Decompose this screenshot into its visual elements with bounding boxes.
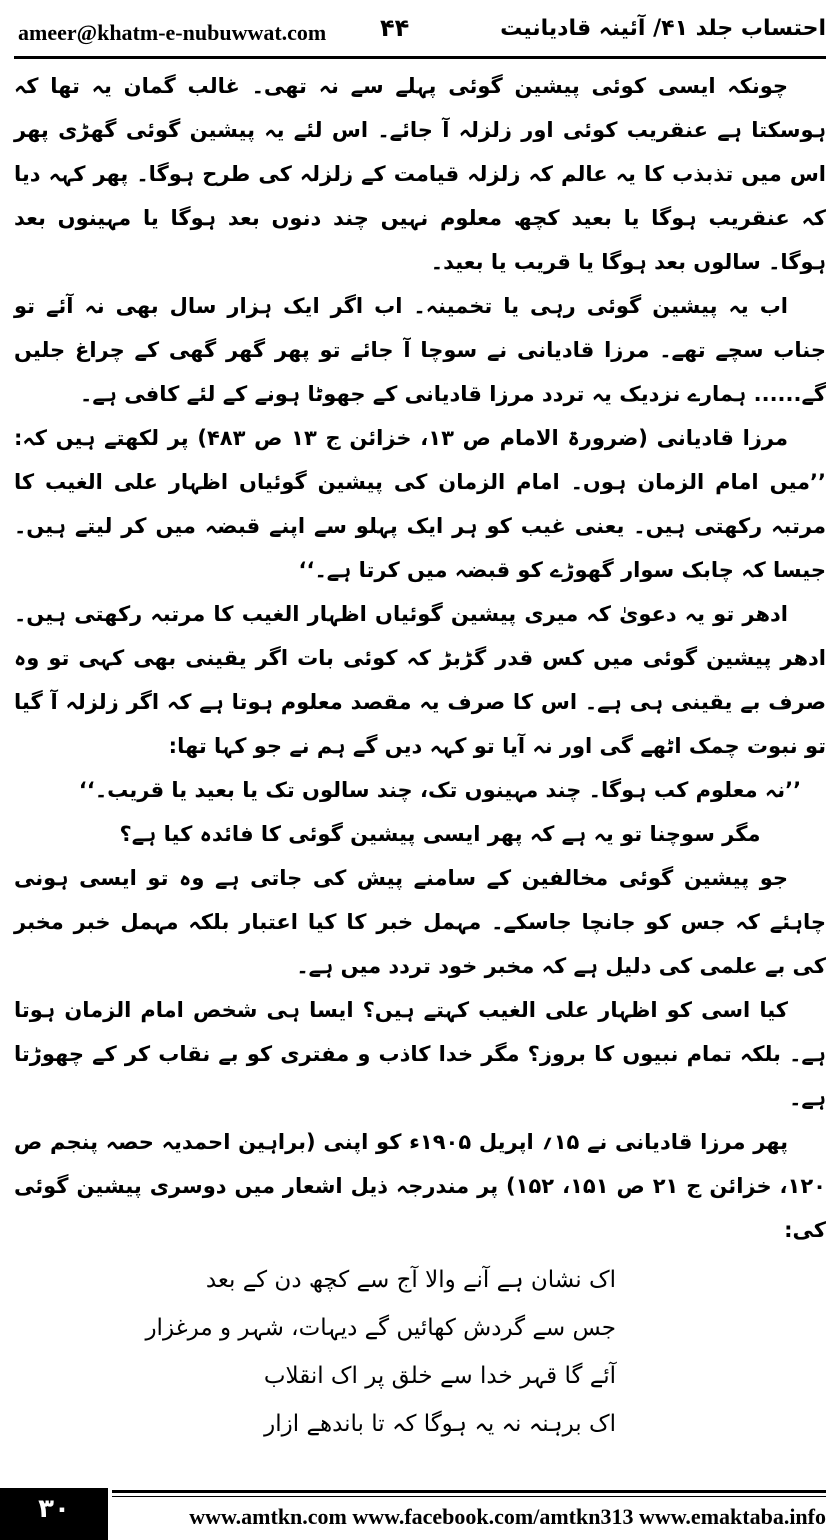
page-body (14, 64, 826, 1469)
footer-page-number: ۳۰ (0, 1488, 108, 1540)
header-email: ameer@khatm-e-nubuwwat.com (18, 20, 327, 45)
footer-divider (112, 1490, 826, 1493)
header-divider (14, 56, 826, 59)
page-footer (0, 1478, 840, 1540)
paragraph: جو پیشین گوئی مخالفین کے سامنے پیش کی جاتی ہے وہ تو ایسی ہونی چاہئے کہ جس کو جانچا جاسکے۔ مہمل خبر کا کیا اعتبار بلکہ مہمل خبر مخبر کی بے علمی کی دلیل ہے کہ مخبر خود تردد میں ہے۔ (14, 866, 826, 978)
paragraph: کیا اسی کو اظہار علی الغیب کہتے ہیں؟ ایسا ہی شخص امام الزمان ہوتا ہے۔ بلکہ تمام نبیوں کا بروز؟ مگر خدا کاذب و مفتری کو بے نقاب کر کے چھوڑتا ہے۔ (14, 998, 826, 1110)
paragraph: مرزا قادیانی (ضرورۃ الامام ص ۱۳، خزائن ج ۱۳ ص ۴۸۳) پر لکھتے ہیں کہ: ’’میں امام الزمان ہوں۔ امام الزمان کی پیشین گوئیاں اظہار علی الغیب کا مرتبہ رکھتی ہیں۔ یعنی غیب کو ہر ایک پہلو سے اپنے قبضہ میں کر لیتے ہیں۔ جیسا کہ چابک سوار گھوڑے کو قبضہ میں کرتا ہے۔‘‘ (14, 426, 826, 582)
header-page-number: ۴۴ (380, 14, 410, 42)
paragraph: مگر سوچنا تو یہ ہے کہ پھر ایسی پیشین گوئی کا فائدہ کیا ہے؟ (119, 822, 761, 846)
poem-verse: آئے گا قہر خدا سے خلق پر اک انقلاب (263, 1363, 616, 1389)
paragraph: ادھر تو یہ دعویٰ کہ میری پیشین گوئیاں اظہار الغیب کا مرتبہ رکھتی ہیں۔ ادھر پیشین گوئی میں کس قدر گڑبڑ کہ کوئی بات اگر یقینی بھی کہی تو وہ صرف بے یقینی ہی ہے۔ اس کا صرف یہ مقصد معلوم ہوتا ہے کہ اگر زلزلہ آ گیا تو نبوت چمک اٹھے گی اور نہ آیا تو کہہ دیں گے ہم نے جو کہا تھا: (14, 602, 826, 758)
paragraph: اب یہ پیشین گوئی رہی یا تخمینہ۔ اب اگر ایک ہزار سال بھی نہ آئے تو جناب سچے تھے۔ مرزا قادیانی نے سوچا آ جائے تو پھر گھر گھی کے چراغ جلیں گے...... ہمارے نزدیک یہ تردد مرزا قادیانی کے جھوٹا ہونے کے لئے کافی ہے۔ (14, 294, 826, 406)
poem (14, 1256, 826, 1448)
header-book-title: احتساب جلد ۴۱/ آئینہ قادیانیت (500, 16, 826, 41)
page-header (0, 0, 840, 60)
footer-links[interactable]: www.amtkn.com www.facebook.com/amtkn313 www.emaktaba.info (189, 1504, 826, 1529)
paragraph: پھر مرزا قادیانی نے ۱۵؍ اپریل ۱۹۰۵ء کو اپنی (براہین احمدیہ حصہ پنجم ص ۱۲۰، خزائن ج ۲۱ ص ۱۵۱، ۱۵۲) پر مندرجہ ذیل اشعار میں دوسری پیشین گوئی کی: (14, 1130, 826, 1242)
poem-verse: جس سے گردش کھائیں گے دیہات، شہر و مرغزار (145, 1315, 616, 1341)
quote: ’’نہ معلوم کب ہوگا۔ چند مہینوں تک، چند سالوں تک یا بعید یا قریب۔‘‘ (78, 778, 802, 802)
paragraph: چونکہ ایسی کوئی پیشین گوئی پہلے سے نہ تھی۔ غالب گمان یہ تھا کہ ہوسکتا ہے عنقریب کوئی اور زلزلہ آ جائے۔ اس لئے یہ پیشین گوئی گھڑی پھر اس میں تذبذب کا یہ عالم کہ زلزلہ قیامت کے زلزلہ کی طرح ہوگا۔ پھر کہہ دیا کہ عنقریب ہوگا یا بعید کچھ معلوم نہیں چند دنوں بعد ہوگا یا مہینوں بعد ہوگا۔ سالوں بعد ہوگا یا قریب یا بعید۔ (14, 74, 826, 274)
poem-verse: اک نشان ہے آنے والا آج سے کچھ دن کے بعد (205, 1267, 616, 1293)
poem-verse: اک برہنہ نہ یہ ہوگا کہ تا باندھے ازار (264, 1411, 616, 1437)
footer-divider-thin (112, 1496, 826, 1497)
